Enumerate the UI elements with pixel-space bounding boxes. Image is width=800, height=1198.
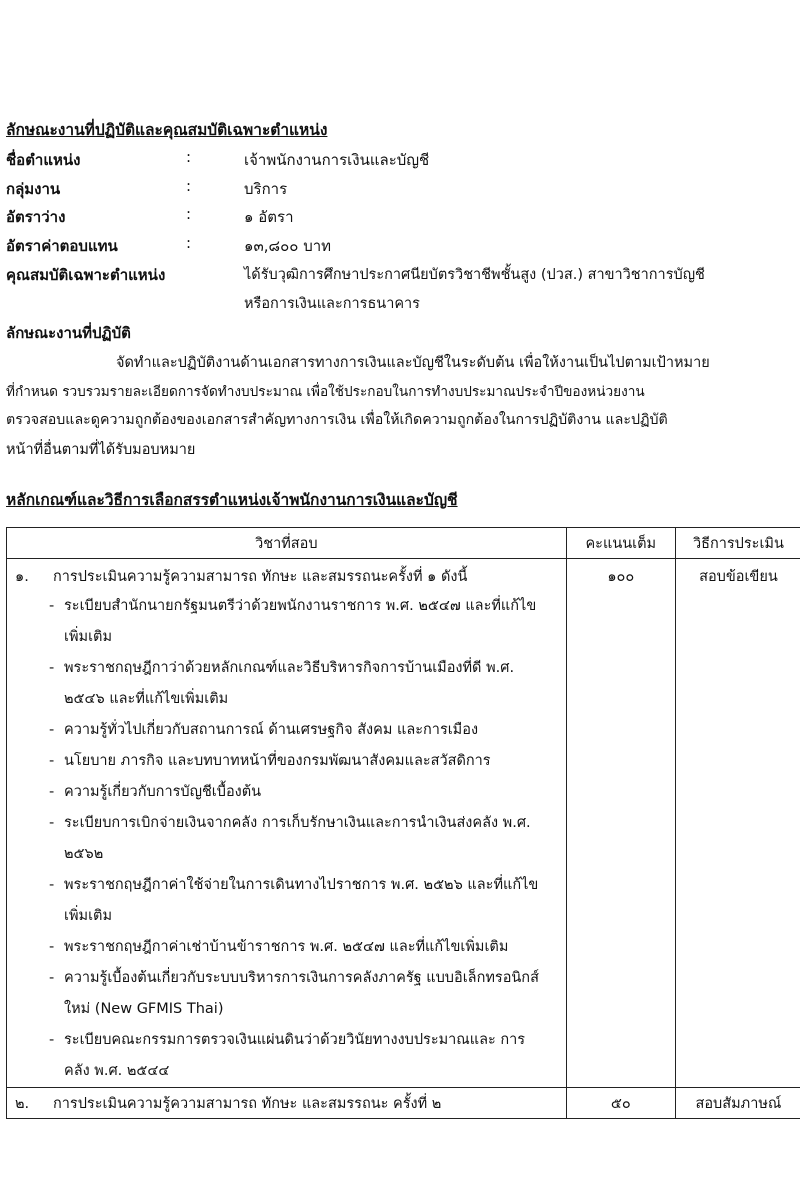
subject-cell	[7, 1088, 567, 1119]
field-separator: :	[186, 148, 192, 166]
bullet-dash: -	[49, 970, 55, 986]
score-value: ๑๐๐	[607, 569, 635, 585]
bullet-dash: -	[49, 598, 55, 614]
list-item	[7, 1025, 566, 1087]
row-number: ๒.	[15, 1095, 30, 1112]
bullet-dash: -	[49, 753, 55, 769]
duties-line: หน้าที่อื่นตามที่ได้รับมอบหมาย	[6, 442, 196, 458]
list-item	[7, 746, 566, 777]
row-title-text: การประเมินความรู้ความสามารถ ทักษะ และสมรรถนะครั้งที่ ๑ ดังนี้	[53, 569, 468, 585]
list-item	[7, 591, 566, 653]
bullet-dash: -	[49, 877, 55, 893]
field-label-salary: อัตราค่าตอบแทน	[6, 237, 118, 255]
row-title	[7, 559, 566, 591]
criteria-heading: หลักเกณฑ์และวิธีการเลือกสรรตำแหน่งเจ้าพนักงานการเงินและบัญชี	[6, 491, 458, 509]
duties-line: ที่กำหนด รวบรวมรายละเอียดการจัดทำงบประมาณ เพื่อใช้ประกอบในการทำงบประมาณประจำปีของหน่วยงาน	[6, 384, 645, 400]
field-value-group: บริการ	[244, 180, 288, 198]
bullet-dash: -	[49, 815, 55, 831]
field-label-vacancy: อัตราว่าง	[6, 208, 66, 226]
position-heading: ลักษณะงานที่ปฏิบัติและคุณสมบัติเฉพาะตำแหน่ง	[6, 121, 328, 139]
header-method: วิธีการประเมิน	[675, 528, 800, 559]
list-item	[7, 870, 566, 932]
bullet-dash: -	[49, 1032, 55, 1048]
table-row	[7, 559, 800, 1088]
duties-line: ตรวจสอบและดูความถูกต้องของเอกสารสำคัญทางการเงิน เพื่อให้เกิดความถูกต้องในการปฏิบัติงาน และปฏิบัติ	[6, 412, 668, 428]
duties-line: จัดทำและปฏิบัติงานด้านเอกสารทางการเงินและบัญชีในระดับต้น เพื่อให้งานเป็นไปตามเป้าหมาย	[116, 355, 710, 371]
table-row	[7, 1088, 800, 1119]
list-item-text: ระเบียบคณะกรรมการตรวจเงินแผ่นดินว่าด้วยวินัยทางงบประมาณและ การคลัง พ.ศ. ๒๕๔๔	[64, 1032, 526, 1079]
duties-heading: ลักษณะงานที่ปฏิบัติ	[6, 324, 131, 342]
list-item	[7, 932, 566, 963]
field-value-vacancy: ๑ อัตรา	[244, 208, 294, 226]
field-separator: :	[186, 234, 192, 252]
list-item-text: ระเบียบการเบิกจ่ายเงินจากคลัง การเก็บรักษาเงินและการนำเงินส่งคลัง พ.ศ. ๒๕๖๒	[64, 815, 531, 862]
score-value: ๕๐	[566, 1088, 675, 1119]
field-separator: :	[186, 205, 192, 223]
criteria-table	[6, 527, 800, 1119]
field-separator: :	[186, 177, 192, 195]
field-label-position-name: ชื่อตำแหน่ง	[6, 151, 81, 169]
header-subject: วิชาที่สอบ	[7, 528, 567, 559]
bullet-dash: -	[49, 784, 55, 800]
subject-cell	[7, 559, 567, 1088]
method-value: สอบสัมภาษณ์	[675, 1088, 800, 1119]
field-label-group: กลุ่มงาน	[6, 180, 61, 198]
row-title-text: การประเมินความรู้ความสามารถ ทักษะ และสมรรถนะ ครั้งที่ ๒	[53, 1095, 442, 1112]
list-item	[7, 777, 566, 808]
qualification-line: ได้รับวุฒิการศึกษาประกาศนียบัตรวิชาชีพชั้นสูง (ปวส.) สาขาวิชาการบัญชี	[244, 267, 705, 283]
bullet-dash: -	[49, 660, 55, 676]
method-value: สอบข้อเขียน	[699, 569, 778, 585]
bullet-dash: -	[49, 722, 55, 738]
qualification-label: คุณสมบัติเฉพาะตำแหน่ง	[6, 266, 166, 284]
list-item-text: ความรู้ทั่วไปเกี่ยวกับสถานการณ์ ด้านเศรษฐกิจ สังคม และการเมือง	[64, 722, 479, 738]
qualification-line: หรือการเงินและการธนาคาร	[244, 296, 420, 312]
table-header-row	[7, 528, 800, 559]
list-item-text: นโยบาย ภารกิจ และบทบาทหน้าที่ของกรมพัฒนาสังคมและสวัสดิการ	[64, 753, 491, 769]
list-item	[7, 715, 566, 746]
list-item-text: ระเบียบสำนักนายกรัฐมนตรีว่าด้วยพนักงานราชการ พ.ศ. ๒๕๔๗ และที่แก้ไขเพิ่มเติม	[64, 598, 537, 645]
list-item	[7, 963, 566, 1025]
list-item-text: พระราชกฤษฎีกาค่าเช่าบ้านข้าราชการ พ.ศ. ๒๕๔๗ และที่แก้ไขเพิ่มเติม	[64, 939, 509, 955]
list-item-text: พระราชกฤษฎีกาว่าด้วยหลักเกณฑ์และวิธีบริหารกิจการบ้านเมืองที่ดี พ.ศ. ๒๕๔๖ และที่แก้ไขเพิ่มเติม	[64, 660, 515, 707]
list-item	[7, 808, 566, 870]
bullet-dash: -	[49, 939, 55, 955]
list-item-text: ความรู้เกี่ยวกับการบัญชีเบื้องต้น	[64, 784, 262, 800]
list-item	[7, 653, 566, 715]
row-number: ๑.	[15, 569, 29, 585]
header-score: คะแนนเต็ม	[566, 528, 675, 559]
score-cell	[566, 559, 675, 1088]
field-value-position-name: เจ้าพนักงานการเงินและบัญชี	[244, 151, 430, 169]
method-cell	[675, 559, 800, 1088]
field-value-salary: ๑๓,๘๐๐ บาท	[244, 237, 332, 255]
list-item-text: ความรู้เบื้องต้นเกี่ยวกับระบบบริหารการเงินการคลังภาครัฐ แบบอิเล็กทรอนิกส์ใหม่ (New GFMIS Thai)	[64, 970, 539, 1017]
list-item-text: พระราชกฤษฎีกาค่าใช้จ่ายในการเดินทางไปราชการ พ.ศ. ๒๕๒๖ และที่แก้ไขเพิ่มเติม	[64, 877, 539, 924]
